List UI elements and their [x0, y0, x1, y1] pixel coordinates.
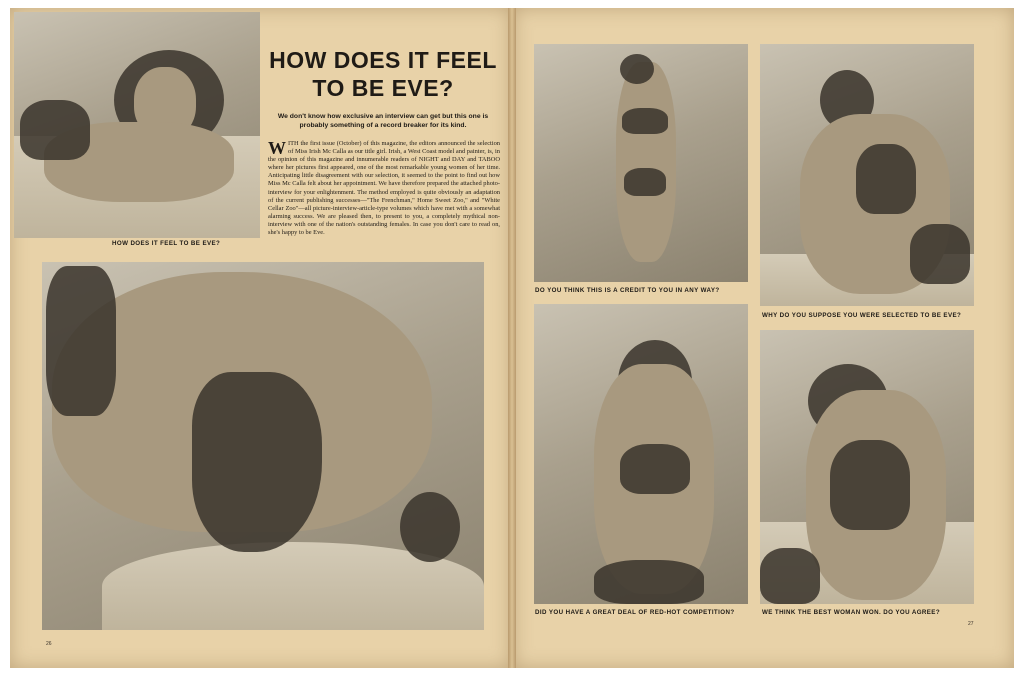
photo-seated-woman	[760, 44, 974, 306]
photo-back-arched	[42, 262, 484, 630]
article-body	[268, 140, 500, 237]
photo-kneeling-woman	[534, 304, 748, 604]
article-body-text: ITH the first issue (October) of this magazine, the editors announced the selection of Miss Irish Mc Calla as our title girl. Irish, a West Coast model and painter, is, in the opinion of this magazine and innumerable readers of NIGHT and DAY and TABOO where her pictures first appeared, one of the most remarkable young women of her time. Anticipating little disagreement with our selection, it seemed to the point to find out how Miss Mc Calla felt about her appointment. We have therefore prepared the attached photo-interview for your enlightenment. The method employed is quite obviously an adaptation of the current publishing successes—"The Frenchman," Home Sweet Zoo," and "White Cellar Zoo"—all picture-interview-article-type volumes which have met with a somewhat alarming success. We are pleased then, to present to you, a completely mythical non-interview with one of the nation's outstanding females. In case you don't care to read on, she's happy to be Eve.	[268, 140, 500, 237]
article-deck: We don't know how exclusive an interview can get but this one is probably something of a record breaker for its kind.	[277, 113, 489, 129]
folio-left: 26	[46, 641, 52, 647]
article-title: HOW DOES IT FEEL TO BE EVE?	[269, 47, 497, 101]
folio-right: 27	[968, 621, 974, 627]
photo-woman-with-cup	[760, 330, 974, 604]
caption-left-top: HOW DOES IT FEEL TO BE EVE?	[112, 240, 221, 247]
photo-reclining-woman	[14, 12, 260, 238]
page-gutter	[508, 8, 516, 668]
photo-standing-woman	[534, 44, 748, 282]
caption-right-bottom-right: WE THINK THE BEST WOMAN WON. DO YOU AGREE?	[762, 609, 941, 616]
caption-right-bottom-left: DID YOU HAVE A GREAT DEAL OF RED-HOT COMPETITION?	[535, 609, 735, 616]
article-dropcap: W	[268, 138, 286, 158]
caption-right-top-left: DO YOU THINK THIS IS A CREDIT TO YOU IN ANY WAY?	[535, 287, 720, 294]
caption-right-top-right: WHY DO YOU SUPPOSE YOU WERE SELECTED TO BE EVE?	[762, 312, 962, 319]
